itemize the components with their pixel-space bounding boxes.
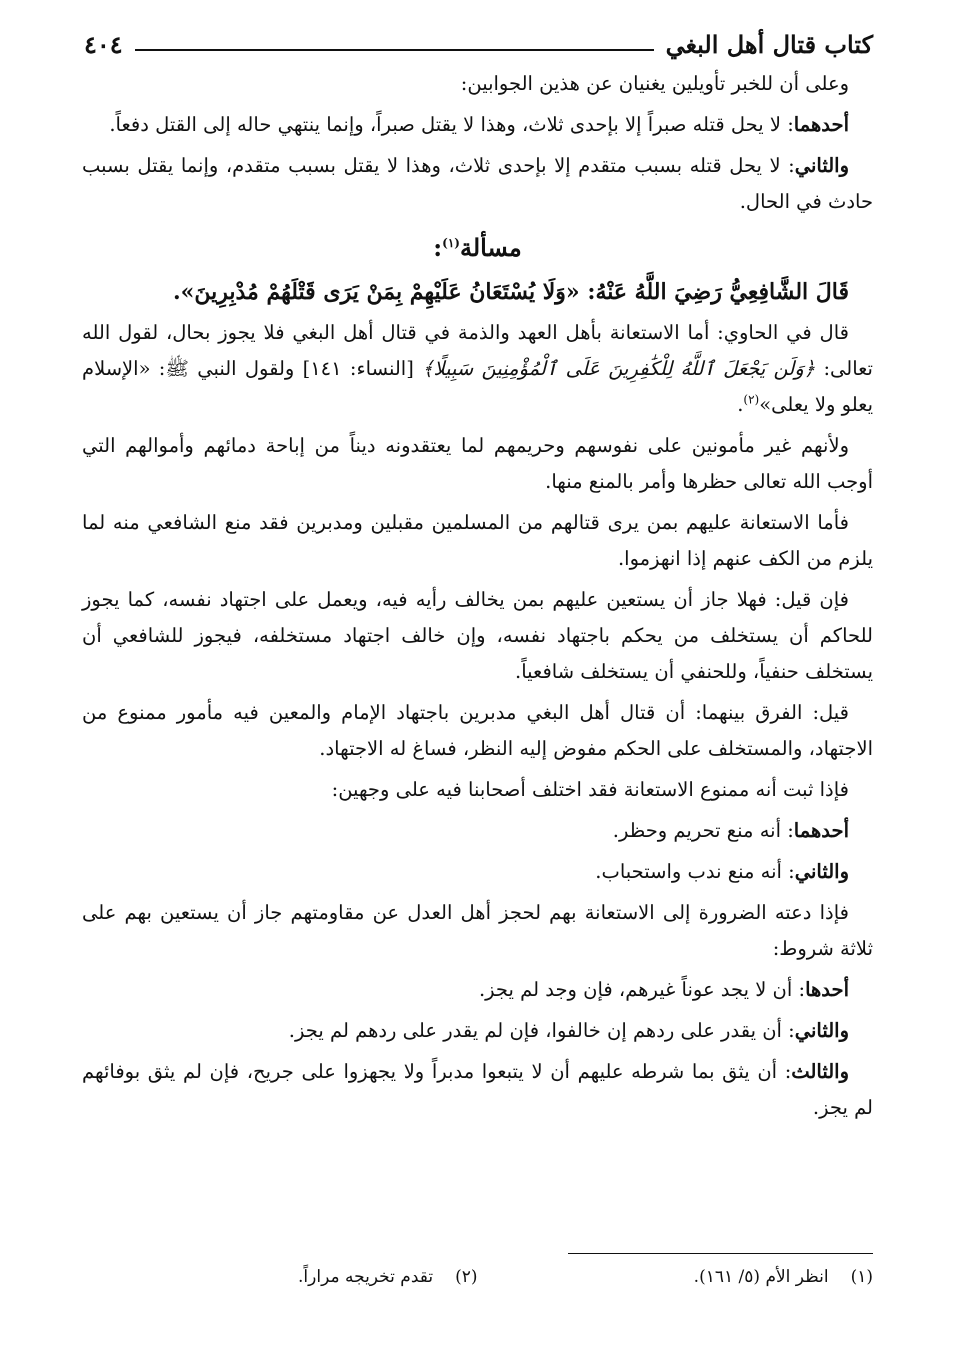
paragraph-condition-one <box>82 972 873 1008</box>
section-heading <box>82 230 873 266</box>
paragraph-view-two <box>82 854 873 890</box>
running-title: كتاب قتال أهل البغي <box>665 29 873 59</box>
paragraph-label: والثالث <box>791 1060 849 1083</box>
footnote-1 <box>478 1262 874 1292</box>
paragraph-text: . <box>737 393 744 416</box>
paragraph-label: أحدها <box>805 978 849 1001</box>
footnote-rule <box>568 1253 873 1254</box>
paragraph-view-one <box>82 813 873 849</box>
paragraph-hawi <box>82 315 873 423</box>
footnote-text: انظر الأم (٥/ ١٦١). <box>693 1267 829 1287</box>
paragraph-text: : أن يقدر على ردهم إن خالفوا، فإن لم يقدر على ردهم لم يجز. <box>288 1019 795 1042</box>
paragraph-text: : لا يحل قتله صبراً إلا بإحدى ثلاث، وهذا لا يقتل صبراً، وإنما ينتهي حاله إلى القتل دفعاً. <box>109 113 794 136</box>
header-rule <box>135 49 654 51</box>
paragraph-text: قال في الحاوي: أما الاستعانة بأهل العهد والذمة في قتال أهل البغي فلا يجوز بحال، لقول الله تعالى: <box>82 321 873 380</box>
paragraph-muslim-helpers: فأما الاستعانة عليهم بمن يرى قتالهم من المسلمين مقبلين ومدبرين فقد منع الشافعي منه لما يلزم من الكف عنهم إذا انهزموا. <box>82 511 873 570</box>
footnote-ref-1: (١) <box>442 236 460 250</box>
shafii-quote: قَالَ الشَّافِعِيُّ رَضِيَ اللَّهُ عَنْهُ: «وَلَا يُسْتَعَانُ عَلَيْهِمْ بِمَنْ يَرَى قَتْلَهُمْ مُدْبِرِينَ». <box>172 279 849 305</box>
paragraph-text: : أنه منع تحريم وحظر. <box>612 819 794 842</box>
paragraph-condition-three <box>82 1054 873 1126</box>
paragraph-difference: قيل: الفرق بينهما: أن قتال أهل البغي مدبرين باجتهاد الإمام والمعين فيه مأمور ممنوع من الاجتهاد، والمستخلف على الحكم مفوض إليه النظر، فساغ له الاجتهاد. <box>82 701 873 760</box>
paragraph-label: أحدهما <box>793 113 849 136</box>
paragraph-text: : أن يثق بما شرطه عليهم أن لا يتبعوا مدبراً ولا يجهزوا على جريح، فإن لم يثق بوفائهم لم يجز. <box>82 1060 873 1119</box>
paragraph-text: : أنه منع ندب واستحباب. <box>595 860 795 883</box>
paragraph-condition-two <box>82 1013 873 1049</box>
paragraph-objection: فإن قيل: فهلا جاز أن يستعين عليهم بمن يخالف رأيه فيه، ويعمل على اجتهاد نفسه، كما يجوز للحاكم أن يستخلف من يحكم باجتهاد نفسه، وإن خالف اجتهاد مستخلفه، فيجوز للشافعي أن يستخلف حنفياً، وللحنفي أن يستخلف شافعياً. <box>82 588 873 683</box>
heading-text: مسألة <box>459 233 522 262</box>
heading-colon: : <box>433 233 443 262</box>
paragraph-intro: وعلى أن للخبر تأويلين يغنيان عن هذين الجوابين: <box>460 72 849 95</box>
footnotes <box>82 1262 873 1292</box>
page-number: ٤٠٤ <box>84 29 123 59</box>
paragraph-untrusted: ولأنهم غير مأمونين على نفوسهم وحريمهم لما يعتقدونه ديناً من إباحة دمائهم وأموالهم التي أوجب الله تعالى حظرها وأمر بالمنع منها. <box>82 434 873 493</box>
quran-verse: ﴿وَلَن يَجْعَلَ ٱللَّهُ لِلْكَٰفِرِينَ عَلَى ٱلْمُؤْمِنِينَ سَبِيلًا﴾ <box>422 357 816 380</box>
paragraph-label: والثاني <box>794 154 849 177</box>
paragraph-label: أحدهما <box>793 819 849 842</box>
footnote-text: تقدم تخريجه مراراً. <box>298 1267 434 1287</box>
paragraph-second-interpretation <box>82 148 873 220</box>
paragraph-necessity: فإذا دعته الضرورة إلى الاستعانة بهم لحجز أهل العدل عن مقاومتهم جاز أن يستعين بهم على ثلاثة شروط: <box>82 901 873 960</box>
paragraph-label: والثاني <box>794 1019 849 1042</box>
footnote-2 <box>82 1262 478 1292</box>
paragraph-text: : لا يحل قتله بسبب متقدم إلا بإحدى ثلاث، وهذا لا يقتل بسبب متقدم، وإنما يقتل بسبب حادث في الحال. <box>82 154 873 213</box>
footnote-ref-2: (٢) <box>743 392 760 407</box>
page-body <box>82 66 873 1131</box>
footnote-number: (٢) <box>455 1267 478 1287</box>
paragraph-label: والثاني <box>794 860 849 883</box>
paragraph-text: : أن لا يجد عوناً غيرهم، فإن وجد لم يجز. <box>478 978 806 1001</box>
paragraph-first-interpretation <box>82 107 873 143</box>
footnote-number: (١) <box>850 1267 873 1287</box>
paragraph-two-views: فإذا ثبت أنه ممنوع الاستعانة فقد اختلف أصحابنا فيه على وجهين: <box>331 778 849 801</box>
page-header <box>84 22 873 66</box>
paragraph-text: [النساء: ١٤١] ولقول النبي ﷺ: «الإسلام يعلو ولا يعلى» <box>82 357 873 416</box>
